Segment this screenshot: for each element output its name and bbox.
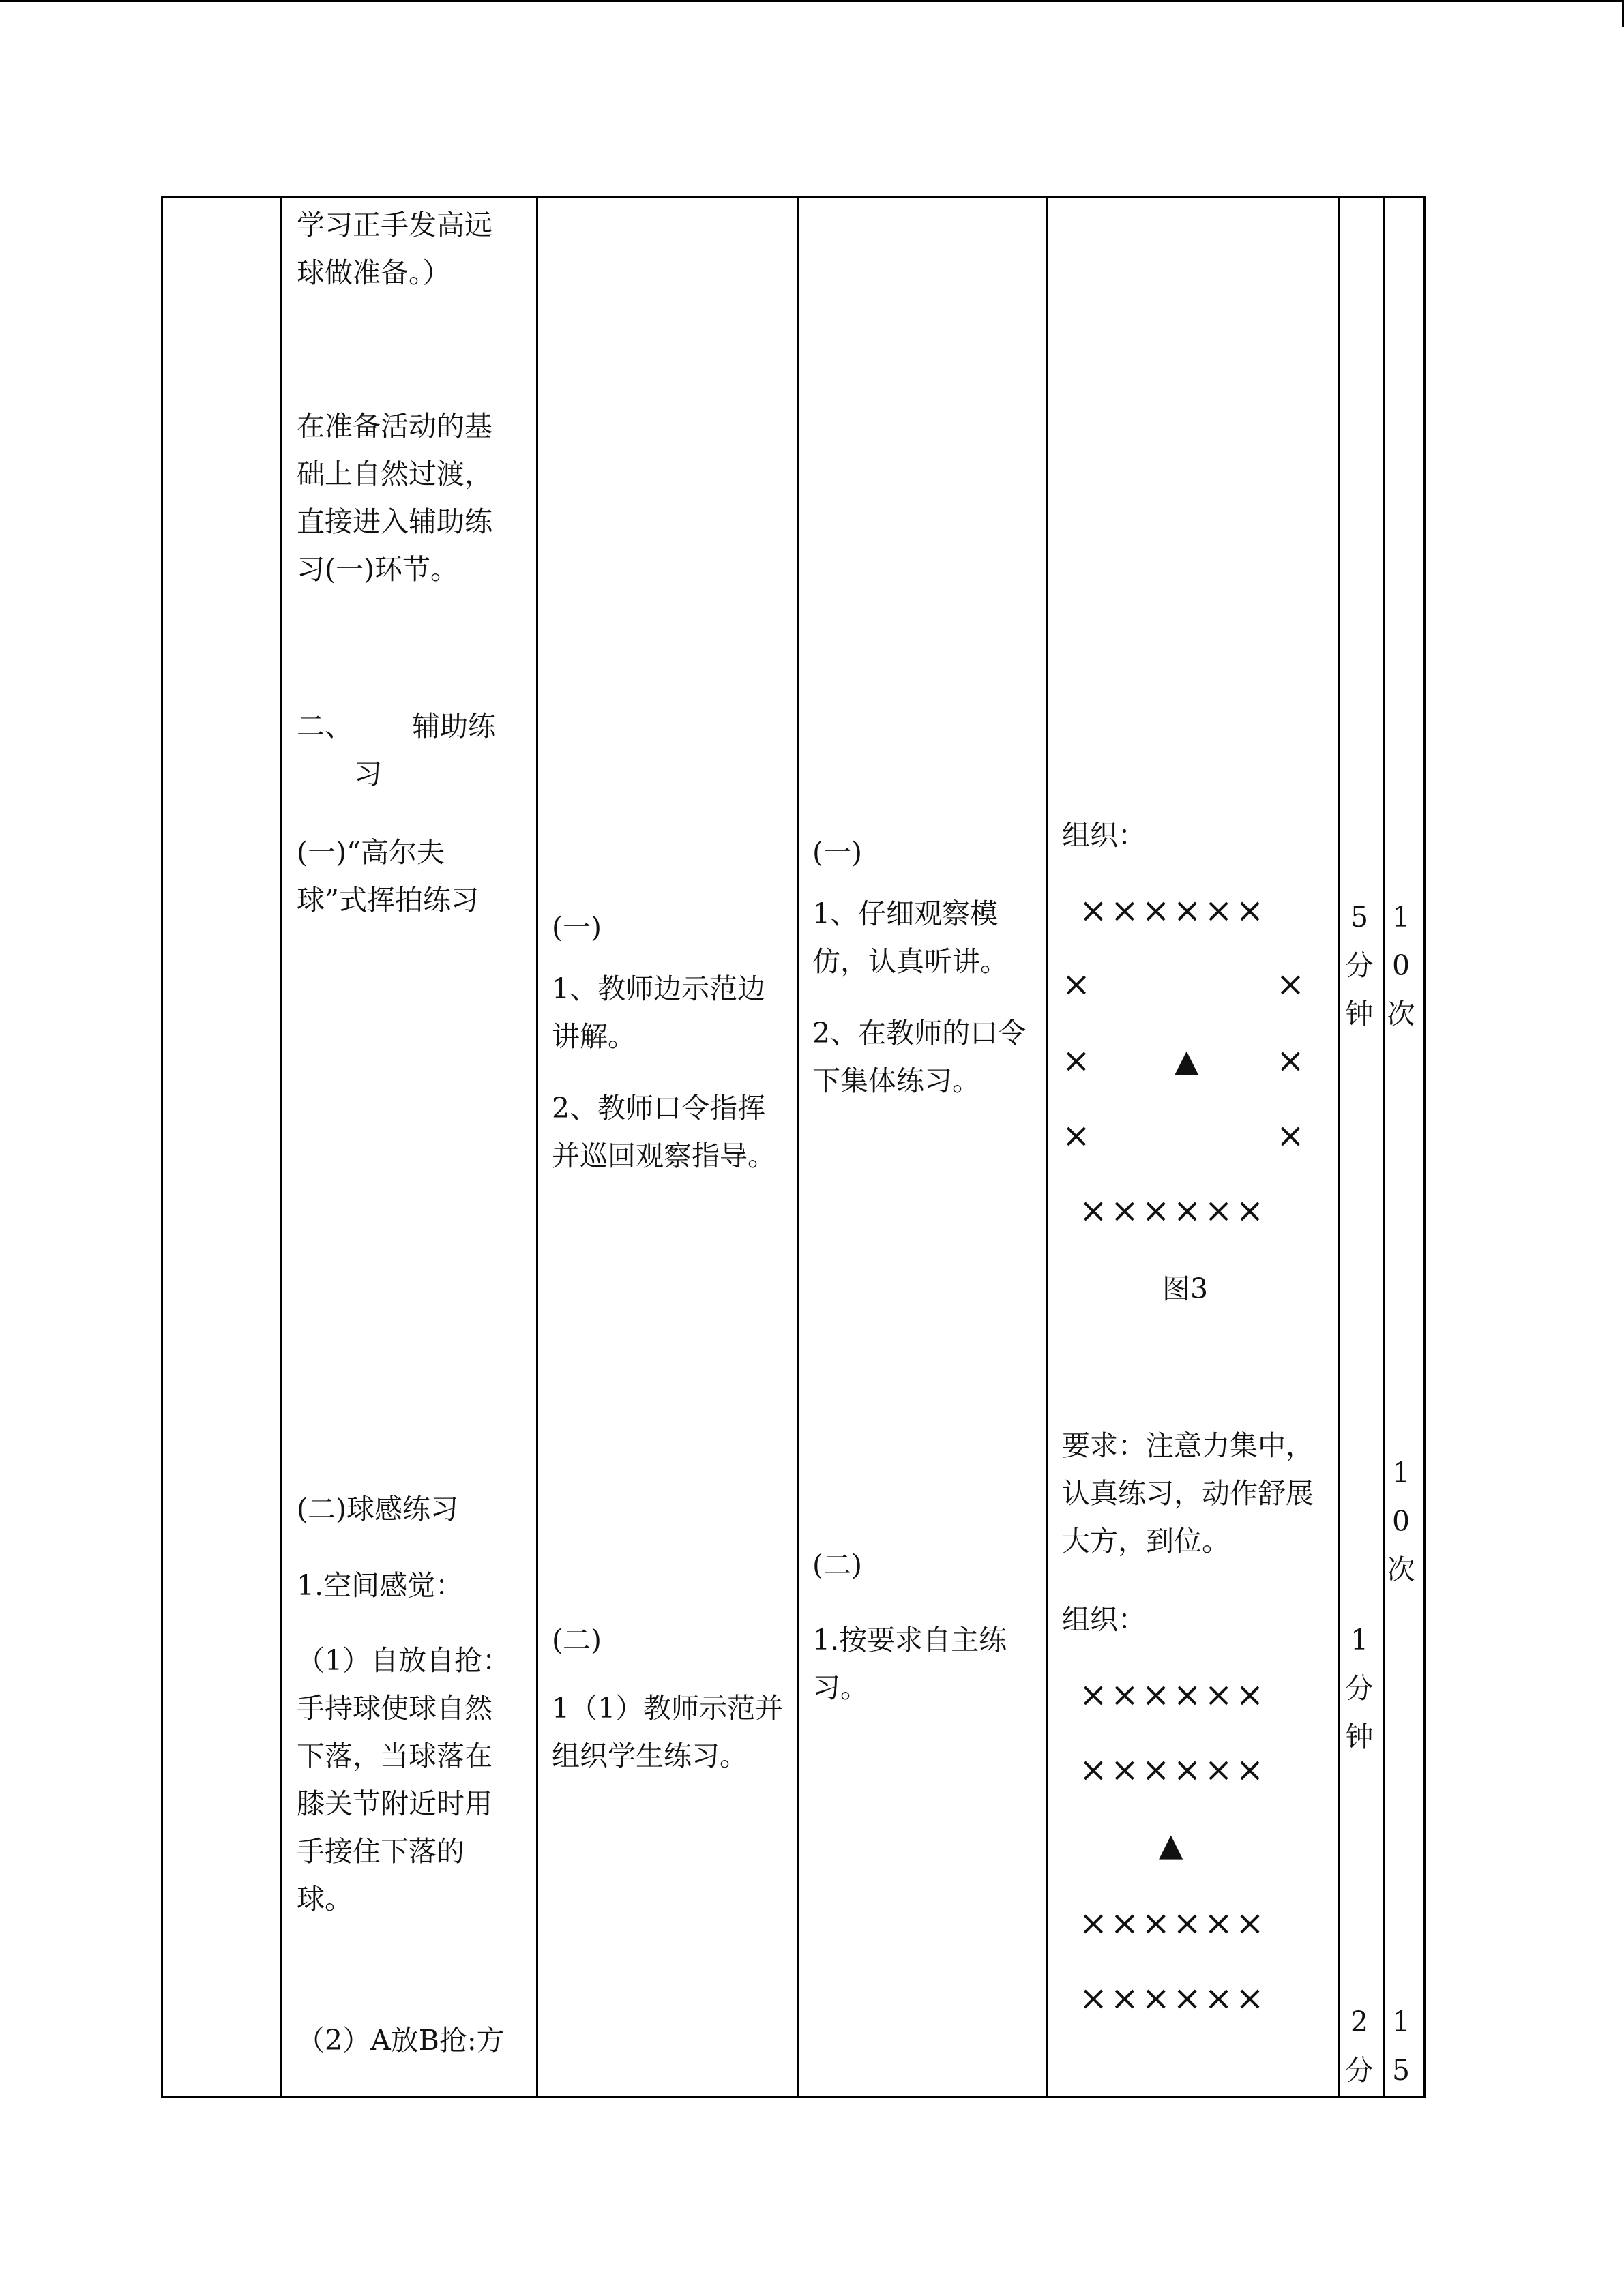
column-divider: [1338, 198, 1340, 2096]
teacher-text: 1（1）教师示范并: [552, 1692, 784, 1725]
content-text: （2）A放B抢:方: [297, 2024, 505, 2057]
column-divider: [1046, 198, 1048, 2096]
content-text: 球。: [297, 1883, 353, 1915]
count-char: 0: [1391, 1505, 1411, 1538]
teacher-text: (二): [552, 1624, 602, 1656]
count-char: 1: [1391, 1457, 1411, 1489]
organization-label: 组织：: [1062, 819, 1146, 852]
time-char: 5: [1350, 901, 1369, 934]
time-char: 钟: [1345, 998, 1374, 1030]
student-text: 习。: [812, 1671, 868, 1704]
column-divider: [797, 198, 799, 2096]
student-formation-row: ××××××: [1079, 1191, 1267, 1230]
teacher-text: 讲解。: [552, 1020, 636, 1053]
column-divider: [1383, 198, 1385, 2096]
teacher-text: 1、教师边示范边: [552, 972, 766, 1005]
teacher-text: 组织学生练习。: [552, 1740, 748, 1772]
teacher-text: 并巡回观察指导。: [552, 1139, 776, 1172]
content-text: 学习正手发高远: [297, 209, 492, 241]
content-text: (一)“高尔夫: [297, 836, 445, 869]
count-char: 5: [1391, 2054, 1411, 2087]
student-text: 下集体练习。: [812, 1064, 980, 1097]
student-mark: ×: [1062, 1041, 1093, 1080]
content-text: 习(一)环节。: [297, 553, 458, 586]
student-mark: ×: [1062, 964, 1093, 1004]
organization-label: 组织：: [1062, 1603, 1146, 1636]
section-heading: 二、: [297, 710, 353, 743]
content-text: 球”式挥拍练习: [297, 884, 479, 916]
student-mark: ×: [1276, 964, 1308, 1004]
requirement-text: 认真练习，动作舒展: [1062, 1477, 1314, 1510]
content-text: 1.空间感觉：: [297, 1569, 464, 1602]
student-text: 1、仔细观察模: [812, 897, 999, 930]
student-formation-row: ××××××: [1079, 1675, 1267, 1714]
count-char: 1: [1391, 2006, 1411, 2038]
count-char: 1: [1391, 901, 1411, 934]
student-formation-row: ××××××: [1079, 1978, 1267, 2018]
student-text: (一): [812, 836, 862, 869]
student-formation-row: ××××××: [1079, 1903, 1267, 1943]
content-text: 直接进入辅助练: [297, 505, 492, 538]
time-char: 1: [1350, 1624, 1369, 1656]
student-formation-row: ××××××: [1079, 1750, 1267, 1789]
student-mark: ×: [1062, 1116, 1093, 1155]
content-text: 手持球使球自然: [297, 1692, 492, 1725]
requirement-text: 要求：注意力集中，: [1062, 1429, 1314, 1462]
student-mark: ×: [1276, 1116, 1308, 1155]
column-divider: [536, 198, 538, 2096]
content-text: （1）自放自抢：: [297, 1644, 511, 1677]
content-text: 在准备活动的基: [297, 410, 492, 443]
time-char: 钟: [1345, 1720, 1374, 1753]
student-text: 1.按要求自主练: [812, 1624, 1007, 1656]
count-char: 0: [1391, 949, 1411, 982]
content-text: 球做准备。）: [297, 256, 451, 289]
content-text: 础上自然过渡，: [297, 458, 492, 490]
count-char: 次: [1387, 1553, 1415, 1586]
teacher-triangle-icon: ▲: [1159, 1826, 1183, 1863]
section-heading: 辅助练: [412, 710, 496, 743]
time-char: 分: [1345, 1672, 1374, 1705]
content-text: 手接住下落的: [297, 1835, 464, 1868]
student-formation-row: ××××××: [1079, 891, 1267, 930]
teacher-text: (一): [552, 911, 602, 944]
content-text: (二)球感练习: [297, 1493, 458, 1525]
page-top-border: [0, 0, 1624, 2]
content-text: 下落，当球落在: [297, 1740, 492, 1772]
student-text: (二): [812, 1549, 862, 1581]
student-mark: ×: [1276, 1041, 1308, 1080]
content-text: 膝关节附近时用: [297, 1787, 492, 1820]
teacher-text: 2、教师口令指挥: [552, 1092, 766, 1124]
student-text: 2、在教师的口令: [812, 1017, 1027, 1049]
figure-caption: 图3: [1162, 1272, 1209, 1305]
column-divider: [280, 198, 282, 2096]
student-text: 仿，认真听讲。: [812, 945, 1008, 978]
count-char: 次: [1387, 998, 1415, 1030]
requirement-text: 大方，到位。: [1062, 1525, 1230, 1557]
section-heading: 习: [354, 758, 382, 790]
teacher-triangle-icon: ▲: [1175, 1042, 1199, 1079]
time-char: 2: [1350, 2006, 1369, 2038]
time-char: 分: [1345, 949, 1374, 982]
lesson-plan-table: [161, 196, 1426, 2098]
time-char: 分: [1345, 2054, 1374, 2087]
